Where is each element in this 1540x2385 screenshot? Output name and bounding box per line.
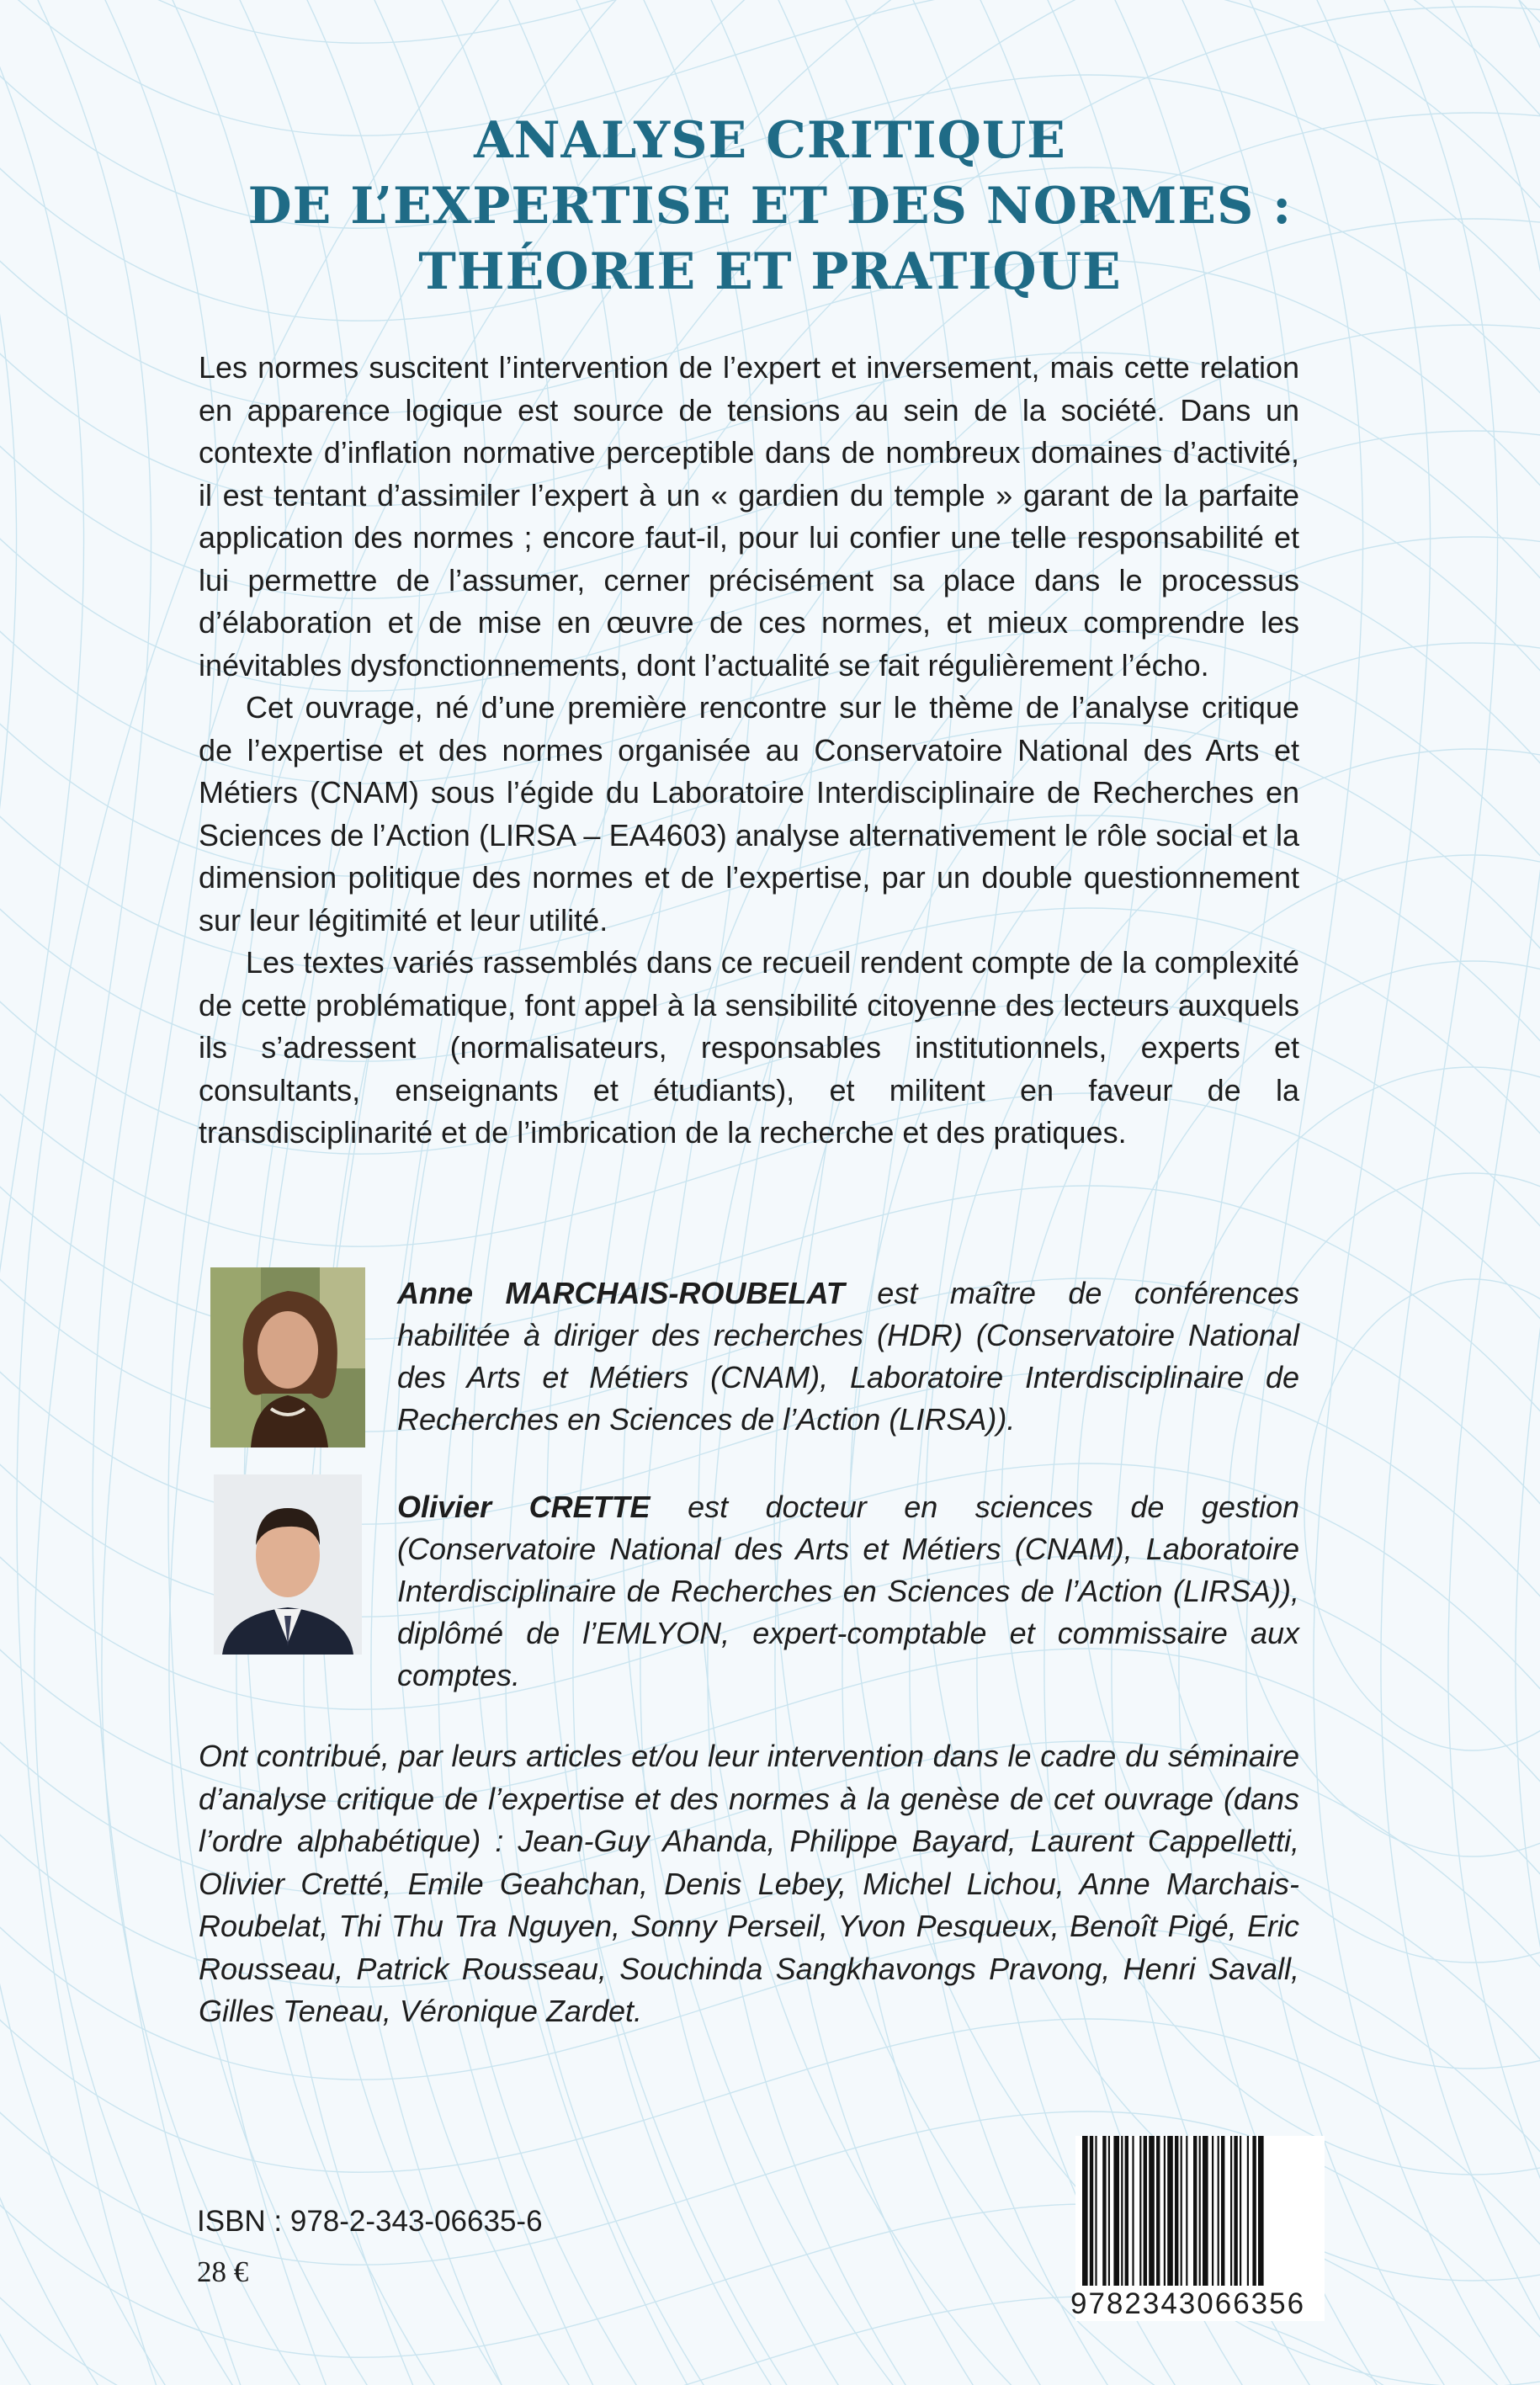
summary-text xyxy=(199,347,1299,1155)
book-title xyxy=(0,108,1540,305)
title-line-3: THÉORIE ET PRATIQUE xyxy=(418,242,1122,301)
author-bio-crette xyxy=(397,1486,1299,1697)
price: 28 € xyxy=(197,2255,249,2288)
author-photo-marchais-roubelat xyxy=(210,1267,365,1447)
contributors-text: Ont contribué, par leurs articles et/ou leur intervention dans le cadre du séminaire d’analyse critique de l’expertise et des normes à la genèse de cet ouvrage (dans l’ordre alphabétique) : Jean-Guy Ahanda, Philippe Bayard, Laurent Cappelletti, Olivier Cretté, Emile Geahchan, Denis Lebey, Michel Lichou, Anne Marchais-Roubelat, Thi Thu Tra Nguyen, Sonny Perseil, Yvon Pesqueux, Benoît Pigé, Eric Rousseau, Patrick Rousseau, Souchinda Sangkhavongs Pravong, Henri Savall, Gilles Teneau, Véronique Zardet. xyxy=(199,1739,1299,2028)
isbn: ISBN : 978-2-343-06635-6 xyxy=(197,2205,543,2238)
barcode-number: 9782343066356 xyxy=(1070,2287,1306,2320)
summary-paragraph: Les textes variés rassemblés dans ce recueil rendent compte de la complexité de cette problématique, font appel à la sensibilité citoyenne des lecteurs auxquels ils s’adressent (normalisateurs, responsables institutionnels, experts et consultants, enseignants et étudiants), et militent en faveur de la transdisciplinarité et de l’imbrication de la recherche et des pratiques. xyxy=(199,945,1299,1150)
author-bio-marchais-roubelat xyxy=(397,1272,1299,1441)
summary-paragraph: Les normes suscitent l’intervention de l’expert et inversement, mais cette relation en apparence logique est source de tensions au sein de la société. Dans un contexte d’inflation normative perceptible dans de nombreux domaines d’activité, il est tentant d’assimiler l’expert à un « gardien du temple » garant de la parfaite application des normes ; encore faut-il, pour lui confier une telle responsabilité et lui permettre de l’assumer, cerner précisément sa place dans le processus d’élaboration et de mise en œuvre de ces normes, et mieux comprendre les inévitables dysfonctionnements, dont l’actualité se fait régulièrement l’écho. xyxy=(199,350,1299,683)
author-name: Anne MARCHAIS-ROUBELAT xyxy=(397,1276,845,1310)
author-name: Olivier CRETTE xyxy=(397,1490,651,1524)
summary-paragraph: Cet ouvrage, né d’une première rencontre sur le thème de l’analyse critique de l’expertise et des normes organisée au Conservatoire National des Arts et Métiers (CNAM) sous l’égide du Laboratoire Interdisciplinaire de Recherches en Sciences de l’Action (LIRSA – EA4603) analyse alternativement le rôle social et la dimension politique des normes et de l’expertise, par un double questionnement sur leur légitimité et leur utilité. xyxy=(199,690,1299,938)
title-line-1: ANALYSE CRITIQUE xyxy=(474,111,1066,170)
author-description: est docteur en sciences de gestion (Conservatoire National des Arts et Métiers (CNAM), Laboratoire Interdisciplinaire de Recherches en Sciences de l’Action (LIRSA)), diplômé de l’EMLYON, expert-comptable et commissaire aux comptes. xyxy=(397,1490,1299,1692)
author-description: est maître de conférences habilitée à diriger des recherches (HDR) (Conservatoire National des Arts et Métiers (CNAM), Laboratoire Interdisciplinaire de Recherches en Sciences de l’Action (LIRSA)). xyxy=(397,1276,1300,1437)
title-line-2: DE L’EXPERTISE ET DES NORMES : xyxy=(247,177,1293,236)
author-photo-crette xyxy=(214,1474,362,1655)
